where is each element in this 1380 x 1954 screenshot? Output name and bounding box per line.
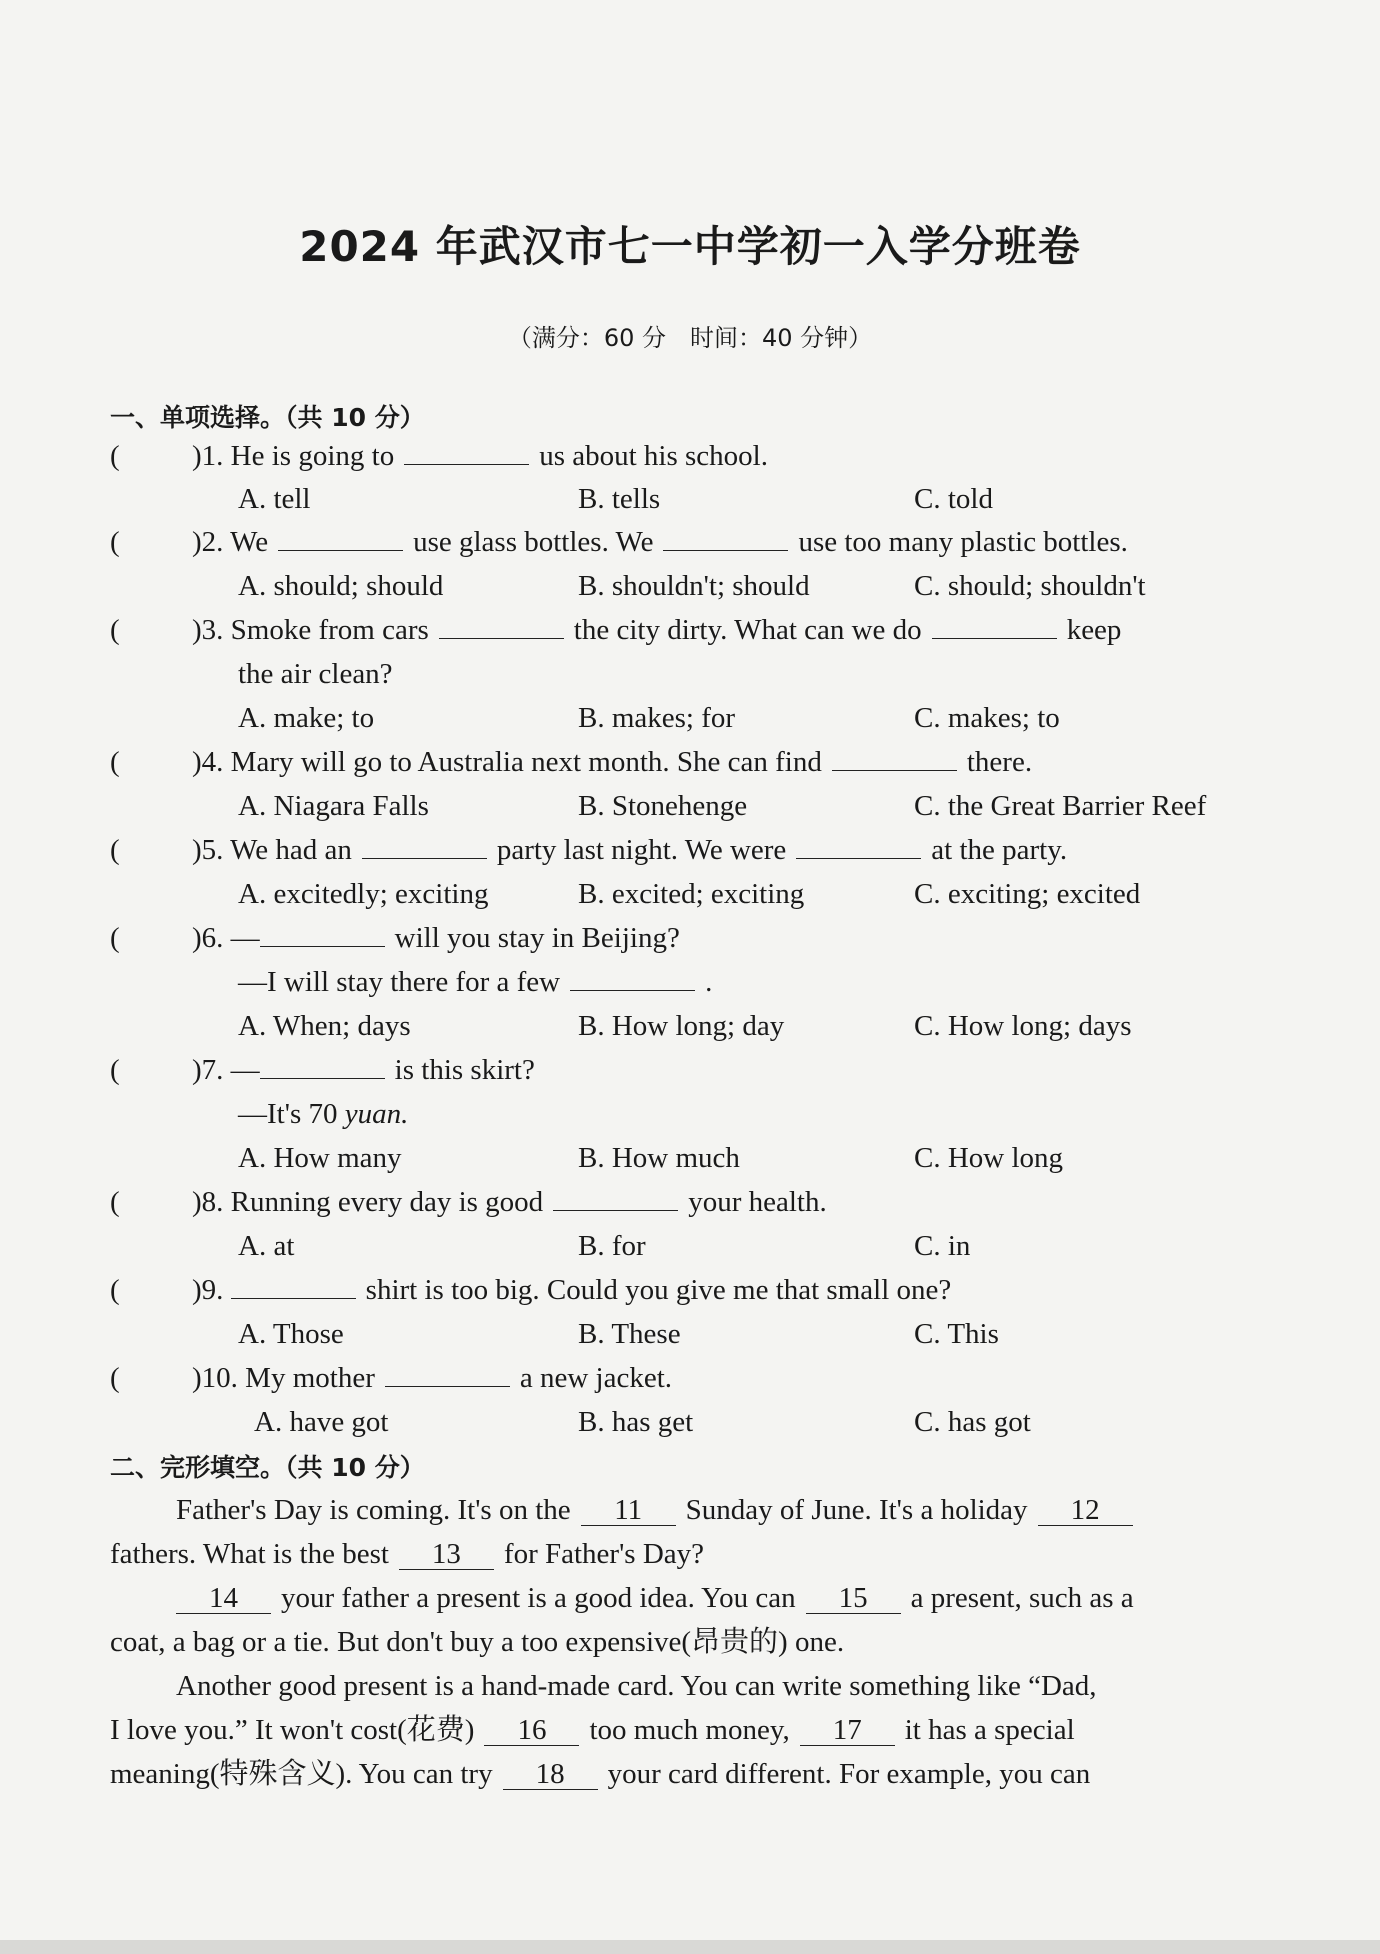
passage-line-3: 14 your father a present is a good idea. You can 15 a present, such as a: [176, 1580, 1134, 1616]
option-a: A. How many: [238, 1142, 402, 1174]
passage-line-6: I love you.” It won't cost(花费) 16 too much money, 17 it has a special: [110, 1714, 1075, 1746]
option-c: C. exciting; excited: [914, 878, 1141, 910]
option-a: A. at: [238, 1230, 295, 1262]
option-a: A. Those: [238, 1318, 344, 1350]
option-a: A. have got: [254, 1406, 389, 1438]
option-a: A. Niagara Falls: [238, 790, 429, 822]
option-b: B. for: [578, 1230, 646, 1262]
answer-paren: (: [110, 1186, 120, 1218]
option-c: C. in: [914, 1230, 971, 1262]
question-4: )4. Mary will go to Australia next month. She can find there.: [192, 746, 1033, 778]
page-title: 2024 年武汉市七一中学初一入学分班卷: [299, 222, 1081, 271]
scan-edge: [0, 1940, 1380, 1954]
answer-paren: (: [110, 526, 120, 558]
option-a: A. When; days: [238, 1010, 411, 1042]
question-3-continued: the air clean?: [238, 658, 393, 690]
question-6: )6. — will you stay in Beijing?: [192, 922, 680, 954]
option-b: B. shouldn't; should: [578, 570, 810, 602]
answer-paren: (: [110, 922, 120, 954]
passage-line-4: coat, a bag or a tie. But don't buy a too expensive(昂贵的) one.: [110, 1626, 845, 1658]
question-7-reply: —It's 70 yuan.: [238, 1098, 409, 1130]
question-1: )1. He is going to us about his school.: [192, 440, 768, 472]
option-c: C. This: [914, 1318, 999, 1350]
page-subtitle: （满分：60 分 时间：40 分钟）: [507, 324, 873, 352]
passage-line-7: meaning(特殊含义). You can try 18 your card different. For example, you can: [110, 1758, 1091, 1790]
option-b: B. These: [578, 1318, 681, 1350]
option-b: B. How much: [578, 1142, 740, 1174]
option-c: C. should; shouldn't: [914, 570, 1146, 602]
answer-paren: (: [110, 1274, 120, 1306]
passage-line-5: Another good present is a hand-made card. You can write something like “Dad,: [176, 1670, 1097, 1702]
option-a: A. make; to: [238, 702, 375, 734]
option-a: A. should; should: [238, 570, 444, 602]
question-9: )9. shirt is too big. Could you give me that small one?: [192, 1274, 952, 1306]
option-c: C. has got: [914, 1406, 1031, 1438]
question-8: )8. Running every day is good your health.: [192, 1186, 827, 1218]
option-b: B. How long; day: [578, 1010, 785, 1042]
answer-paren: (: [110, 746, 120, 778]
question-7: )7. — is this skirt?: [192, 1054, 535, 1086]
question-2: )2. We use glass bottles. We use too many plastic bottles.: [192, 526, 1128, 558]
option-b: B. tells: [578, 483, 661, 515]
question-3: )3. Smoke from cars the city dirty. What can we do keep: [192, 614, 1122, 646]
section1-heading: 一、单项选择。（共 10 分）: [110, 403, 425, 432]
option-a: A. excitedly; exciting: [238, 878, 489, 910]
option-c: C. makes; to: [914, 702, 1060, 734]
answer-paren: (: [110, 834, 120, 866]
option-c: C. How long; days: [914, 1010, 1132, 1042]
section2-heading: 二、完形填空。（共 10 分）: [110, 1453, 425, 1482]
question-5: )5. We had an party last night. We were at the party.: [192, 834, 1068, 866]
option-b: B. excited; exciting: [578, 878, 805, 910]
passage-line-1: Father's Day is coming. It's on the 11 Sunday of June. It's a holiday 12: [176, 1492, 1133, 1528]
question-6-reply: —I will stay there for a few .: [238, 966, 713, 998]
answer-paren: (: [110, 440, 120, 472]
answer-paren: (: [110, 1362, 120, 1394]
option-b: B. has get: [578, 1406, 694, 1438]
answer-paren: (: [110, 614, 120, 646]
option-b: B. Stonehenge: [578, 790, 748, 822]
option-b: B. makes; for: [578, 702, 736, 734]
answer-paren: (: [110, 1054, 120, 1086]
passage-line-2: fathers. What is the best 13 for Father's Day?: [110, 1538, 705, 1570]
option-c: C. How long: [914, 1142, 1064, 1174]
option-c: C. told: [914, 483, 993, 515]
question-10: )10. My mother a new jacket.: [192, 1362, 673, 1394]
option-a: A. tell: [238, 483, 311, 515]
option-c: C. the Great Barrier Reef: [914, 790, 1207, 822]
